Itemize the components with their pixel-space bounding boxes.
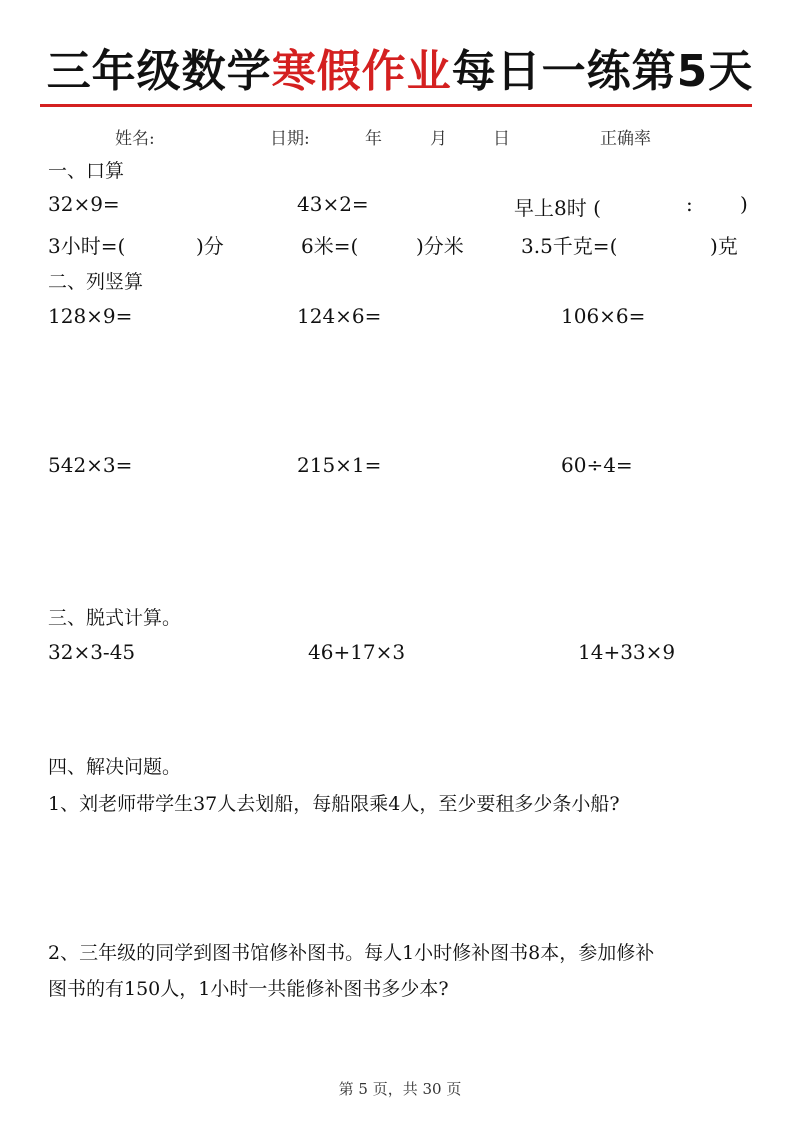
vertical-calc-item: 542×3= [48, 453, 133, 477]
month-label: 月 [430, 129, 447, 149]
page-title [0, 40, 800, 104]
vertical-calc-item: 60÷4= [561, 453, 633, 477]
title-part-3: 每日一练第5天 [451, 46, 754, 97]
step-calc-item: 46+17×3 [308, 640, 406, 664]
page-number: 第 5 页，共 30 页 [338, 1080, 462, 1098]
oral-calc-item: 早上8时 ( [514, 196, 601, 220]
year-label: 年 [365, 129, 382, 149]
name-label: 姓名: [115, 129, 155, 149]
section-1-title: 一、口算 [48, 160, 125, 182]
vertical-calc-item: 215×1= [297, 453, 382, 477]
vertical-calc-item: 128×9= [48, 304, 133, 328]
step-calc-item: 32×3-45 [48, 640, 136, 664]
oral-calc-item: 3小时=( [48, 234, 126, 258]
title-divider [40, 104, 752, 107]
oral-calc-item: 43×2= [297, 192, 369, 216]
title-part-2: 寒假作业 [271, 46, 452, 97]
word-problem-1: 1、刘老师带学生37人去划船，每船限乘4人，至少要租多少条小船? [48, 793, 620, 815]
oral-calc-item: 6米=( [301, 234, 359, 258]
word-problem-2-line-2: 图书的有150人，1小时一共能修补图书多少本? [48, 978, 449, 1000]
word-problem-2-line-1: 2、三年级的同学到图书馆修补图书。每人1小时修补图书8本，参加修补 [48, 942, 655, 964]
day-label: 日 [493, 129, 510, 149]
oral-calc-unit: )克 [710, 234, 738, 258]
vertical-calc-item: 124×6= [297, 304, 382, 328]
accuracy-label: 正确率 [600, 129, 651, 149]
oral-calc-unit: )分 [196, 234, 224, 258]
section-3-title: 三、脱式计算。 [48, 607, 182, 629]
step-calc-item: 14+33×9 [578, 640, 676, 664]
oral-calc-item: 32×9= [48, 192, 120, 216]
oral-calc-colon: : [686, 192, 693, 216]
oral-calc-paren: ) [740, 192, 748, 216]
oral-calc-item: 3.5千克=( [521, 234, 618, 258]
section-2-title: 二、列竖算 [48, 271, 144, 293]
date-label: 日期: [270, 129, 310, 149]
section-4-title: 四、解决问题。 [48, 756, 182, 778]
title-part-1: 三年级数学 [46, 46, 272, 97]
oral-calc-unit: )分米 [416, 234, 464, 258]
vertical-calc-item: 106×6= [561, 304, 646, 328]
